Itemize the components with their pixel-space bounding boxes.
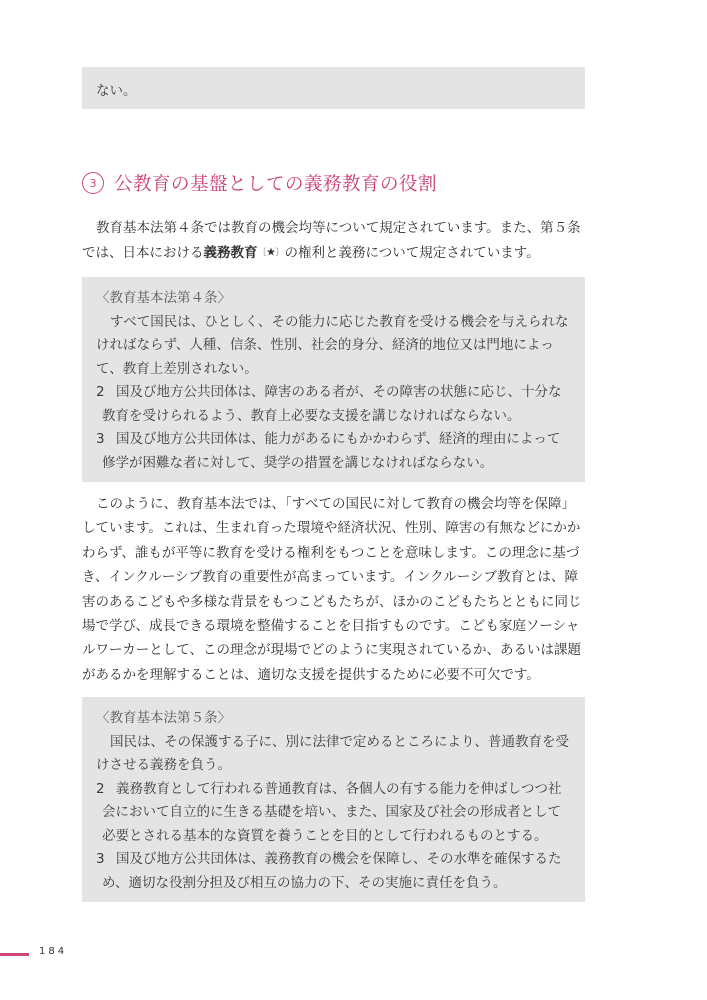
main-paragraph [82,492,587,687]
intro-paragraph [82,216,587,266]
article-text-line: 国民は、その保護する子に、別に法律で定めるところにより、普通教育を受 [110,733,569,750]
text-line: 場で学び、成長できる環境を整備することを目指すものです。こども家庭ソーシャ [82,617,580,634]
text-line: き、インクルーシブ教育の重要性が高まっています。インクルーシブ教育とは、障 [82,569,578,586]
article-text-line: 国及び地方公共団体は、能力があるにもかかわらず、経済的理由によって [116,431,561,447]
article-title: 〈教育基本法第４条〉 [96,290,231,306]
article-text-line: 義務教育として行われる普通教育は、各個人の有する能力を伸ばしつつ社 [116,780,562,797]
article-text-line: 会において自立的に生きる基礎を培い、また、国家及び社会の形成者として [102,804,561,820]
article-text-line: め、適切な役割分担及び相互の協力の下、その実施に責任を負う。 [102,874,507,891]
item-number: 2 [96,384,105,400]
text-segment: では、日本における [82,245,204,261]
article-text-line: 国及び地方公共団体は、障害のある者が、その障害の状態に応じ、十分な [116,384,562,400]
item-number: 3 [96,851,105,867]
article-text-line: ければならず、人種、信条、性別、社会的身分、経済的地位又は門地によっ [96,337,554,353]
article-item [96,778,571,802]
text-line [82,241,587,266]
article-item [96,428,571,452]
text-line: ルワーカーとして、この理念が現場でどのように実現されているか、あるいは課題 [82,642,581,659]
article-text-line: て、教育上差別されない。 [96,360,258,377]
article-text-line: けさせる義務を負う。 [96,757,231,773]
footer-accent-line [0,953,29,956]
article-text-line: 必要とされる基本的な資質を養うことを目的として行われるものとする。 [102,827,548,844]
text-line: 害のあるこどもや多様な背景をもつこどもたちが、ほかのこどもたちとともに同じ [82,593,582,610]
key-term-bold: 義務教育 [203,245,258,261]
section-title: 公教育の基盤としての義務教育の役割 [114,174,438,195]
article-item [96,848,571,872]
section-heading [82,168,437,198]
text-line: わらず、誰もが平等に教育を受ける権利をもつことを意味します。この理念に基づ [82,544,580,561]
article-text-line: 国及び地方公共団体は、義務教育の機会を保障し、その水準を確保するた [116,851,562,867]
continued-quote-box [82,67,585,109]
page-number: 184 [39,946,68,957]
quote-text: ない。 [96,83,137,99]
article-text-line: すべて国民は、ひとしく、その能力に応じた教育を受ける機会を与えられな [110,313,569,330]
text-line: があるかを理解することは、適切な支援を提供するために必要不可欠です。 [82,666,540,683]
article5-quote-box [82,697,585,902]
glossary-star-marker: 〔★〕 [257,248,285,258]
section-number-badge: 3 [82,172,104,194]
text-line: しています。これは、生まれ育った環境や経済状況、性別、障害の有無などにかか [82,520,581,537]
article-title: 〈教育基本法第５条〉 [96,710,231,726]
text-line: 教育基本法第４条では教育の機会均等について規定されています。また、第５条 [96,220,581,236]
article-text-line: 修学が困難な者に対して、奨学の措置を講じなければならない。 [102,454,494,471]
text-segment: の権利と義務について規定されています。 [284,245,540,261]
item-number: 3 [96,431,105,447]
item-number: 2 [96,780,105,797]
text-line: このように、教育基本法では、「すべての国民に対して教育の機会均等を保障」 [96,496,575,512]
article-text-line: 教育を受けられるよう、教育上必要な支援を講じなければならない。 [102,407,521,424]
article-item [96,381,571,405]
article4-quote-box [82,277,585,482]
